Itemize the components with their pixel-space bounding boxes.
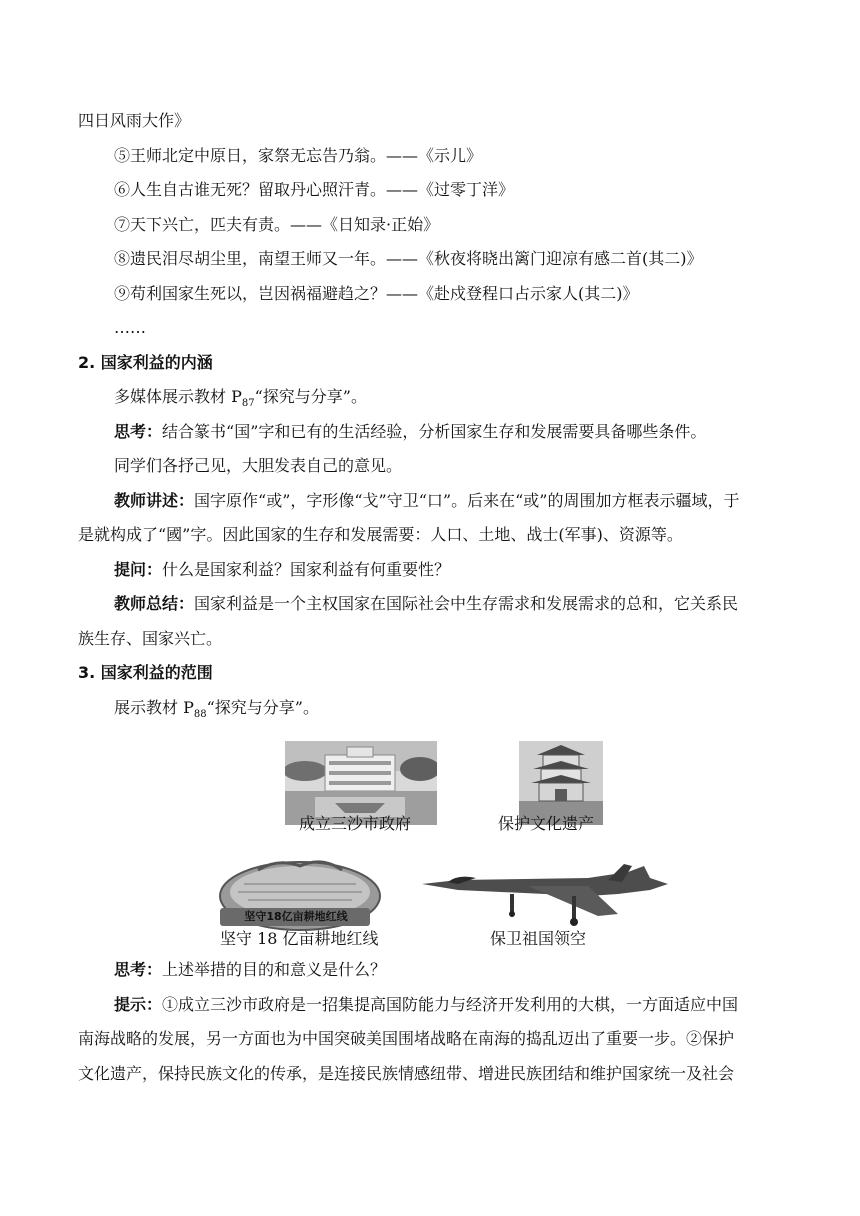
page-subscript: 88 — [193, 709, 207, 720]
intro-text: 展示教材 P — [114, 698, 194, 717]
section-3-heading: 3. 国家利益的范围 — [78, 663, 213, 682]
think-label: 思考： — [114, 422, 163, 441]
teacher-summary-line-1 — [114, 594, 738, 614]
question-line — [114, 560, 450, 580]
discussion-line: 同学们各抒己见，大胆发表自己的意见。 — [114, 456, 403, 475]
poem-line-5: ⑤王师北定中原日，家祭无忘告乃翁。——《示儿》 — [114, 146, 483, 165]
fighter-jet-photo — [418, 864, 670, 934]
caption-farmland-redline: 坚守 18 亿亩耕地红线 — [220, 929, 379, 948]
caption-fighter-jet: 保卫祖国领空 — [490, 929, 587, 948]
section-3-think — [114, 960, 386, 980]
poem-line-9: ⑨苟利国家生死以，岂因祸福避趋之？——《赴戍登程口占示家人(其二)》 — [114, 284, 639, 303]
think-paragraph — [114, 422, 706, 442]
poem-line-7: ⑦天下兴亡，匹夫有责。——《日知录·正始》 — [114, 215, 440, 234]
section-2-intro — [114, 387, 367, 410]
cultural-heritage-photo — [519, 741, 603, 825]
page-subscript: 87 — [241, 398, 255, 409]
teacher-explain-label: 教师讲述： — [114, 491, 195, 510]
poem-line-tail: 四日风雨大作》 — [78, 111, 191, 130]
think-text: 上述举措的目的和意义是什么？ — [162, 960, 387, 979]
teacher-explain-line-1 — [114, 491, 739, 511]
intro-text-end: “探究与分享”。 — [254, 387, 367, 406]
think-label: 思考： — [114, 960, 163, 979]
sansha-government-photo — [285, 741, 437, 825]
teacher-summary-text: 国家利益是一个主权国家在国际社会中生存需求和发展需求的总和，它关系民 — [194, 594, 739, 613]
section-2-heading: 2. 国家利益的内涵 — [78, 353, 213, 372]
teacher-summary-label: 教师总结： — [114, 594, 195, 613]
teacher-summary-line-2: 族生存、国家兴亡。 — [78, 629, 223, 648]
hint-label: 提示： — [114, 995, 163, 1014]
tower-illustration — [519, 741, 603, 825]
hint-line-1 — [114, 995, 738, 1015]
intro-text-end: “探究与分享”。 — [206, 698, 319, 717]
poem-line-8: ⑧遗民泪尽胡尘里，南望王师又一年。——《秋夜将晓出篱门迎凉有感二首(其二)》 — [114, 249, 703, 268]
question-text: 什么是国家利益？国家利益有何重要性？ — [162, 560, 451, 579]
question-label: 提问： — [114, 560, 163, 579]
intro-text: 多媒体展示教材 P — [114, 387, 242, 406]
sansha-government-illustration — [285, 741, 437, 825]
teacher-explain-line-2: 是就构成了“國”字。因此国家的生存和发展需要：人口、土地、战士(军事)、资源等。 — [78, 525, 683, 544]
caption-cultural-heritage: 保护文化遗产 — [498, 814, 595, 833]
fighter-jet-illustration — [418, 864, 670, 934]
think-text: 结合篆书“国”字和已有的生活经验，分析国家生存和发展需要具备哪些条件。 — [162, 422, 707, 441]
hint-line-3: 文化遗产，保持民族文化的传承，是连接民族情感纽带、增进民族团结和维护国家统一及社会 — [78, 1064, 735, 1083]
hint-text: ①成立三沙市政府是一招集提高国防能力与经济开发利用的大棋，一方面适应中国 — [162, 995, 739, 1014]
section-3-intro — [114, 698, 319, 721]
hint-line-2: 南海战略的发展，另一方面也为中国突破美国围堵战略在南海的捣乱迈出了重要一步。②保护 — [78, 1029, 735, 1048]
farmland-redline-illustration — [218, 852, 382, 932]
ellipsis: …… — [114, 318, 146, 337]
caption-sansha-government: 成立三沙市政府 — [299, 814, 412, 833]
farmland-badge-text: 坚守18亿亩耕地红线 — [244, 910, 348, 923]
teacher-explain-text: 国字原作“或”，字形像“戈”守卫“口”。后来在“或”的周围加方框表示疆域，于 — [194, 491, 740, 510]
poem-line-6: ⑥人生自古谁无死？留取丹心照汗青。——《过零丁洋》 — [114, 180, 515, 199]
